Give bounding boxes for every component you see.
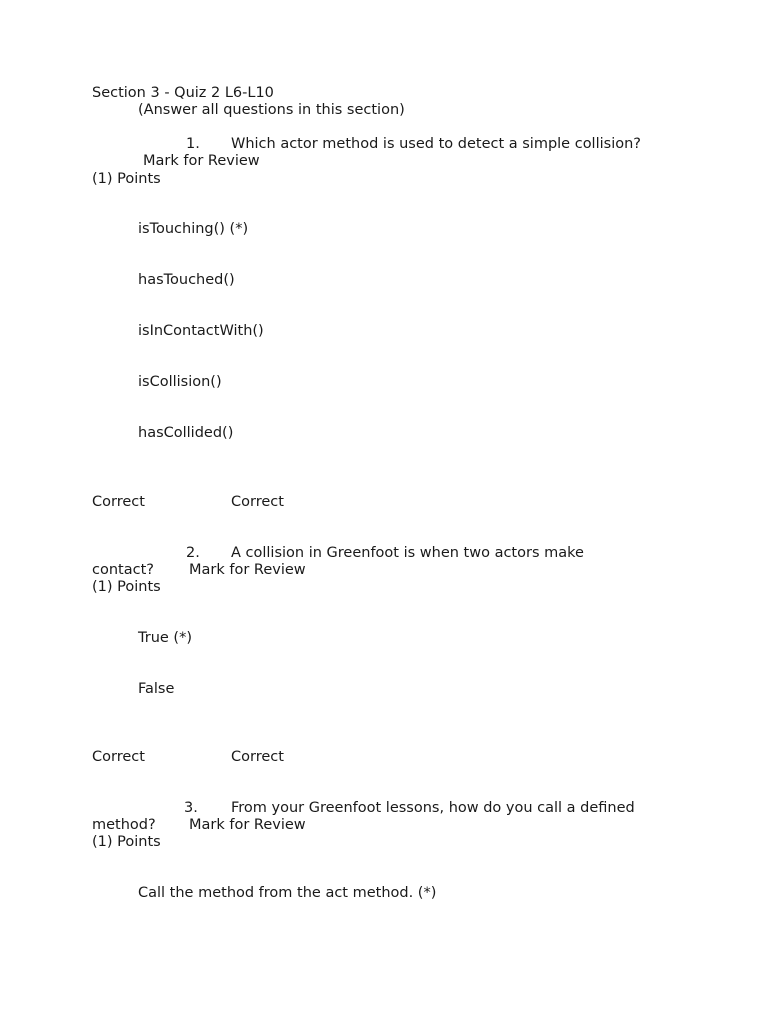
question-2-option-2[interactable]: False [138,681,175,697]
question-3-option-1[interactable]: Call the method from the act method. (*) [138,885,437,901]
question-1-points: (1) Points [92,171,161,187]
question-2-text-line-2: contact? [92,562,154,578]
question-2-mark-for-review[interactable]: Mark for Review [189,562,306,578]
question-2-text-line-1: A collision in Greenfoot is when two actors make [231,545,584,561]
question-1-option-1[interactable]: isTouching() (*) [138,221,249,237]
question-1-option-4[interactable]: isCollision() [138,374,222,390]
question-3-number: 3. [184,800,198,816]
question-1-result-label: Correct [92,494,145,510]
question-1-option-3[interactable]: isInContactWith() [138,323,264,339]
question-3-text-line-1: From your Greenfoot lessons, how do you call a defined [231,800,635,816]
question-3-text-line-2: method? [92,817,156,833]
question-1-option-2[interactable]: hasTouched() [138,272,235,288]
question-2-number: 2. [186,545,200,561]
question-1-mark-for-review[interactable]: Mark for Review [143,153,260,169]
question-1-number: 1. [186,136,200,152]
question-1-text: Which actor method is used to detect a simple collision? [231,136,641,152]
quiz-instruction: (Answer all questions in this section) [138,102,405,118]
question-2-points: (1) Points [92,579,161,595]
question-2-result-label: Correct [92,749,145,765]
quiz-title: Section 3 - Quiz 2 L6-L10 [92,85,274,101]
question-1-option-5[interactable]: hasCollided() [138,425,234,441]
question-2-option-1[interactable]: True (*) [138,630,192,646]
question-2-result-value: Correct [231,749,284,765]
question-1-result-value: Correct [231,494,284,510]
question-3-mark-for-review[interactable]: Mark for Review [189,817,306,833]
question-3-points: (1) Points [92,834,161,850]
